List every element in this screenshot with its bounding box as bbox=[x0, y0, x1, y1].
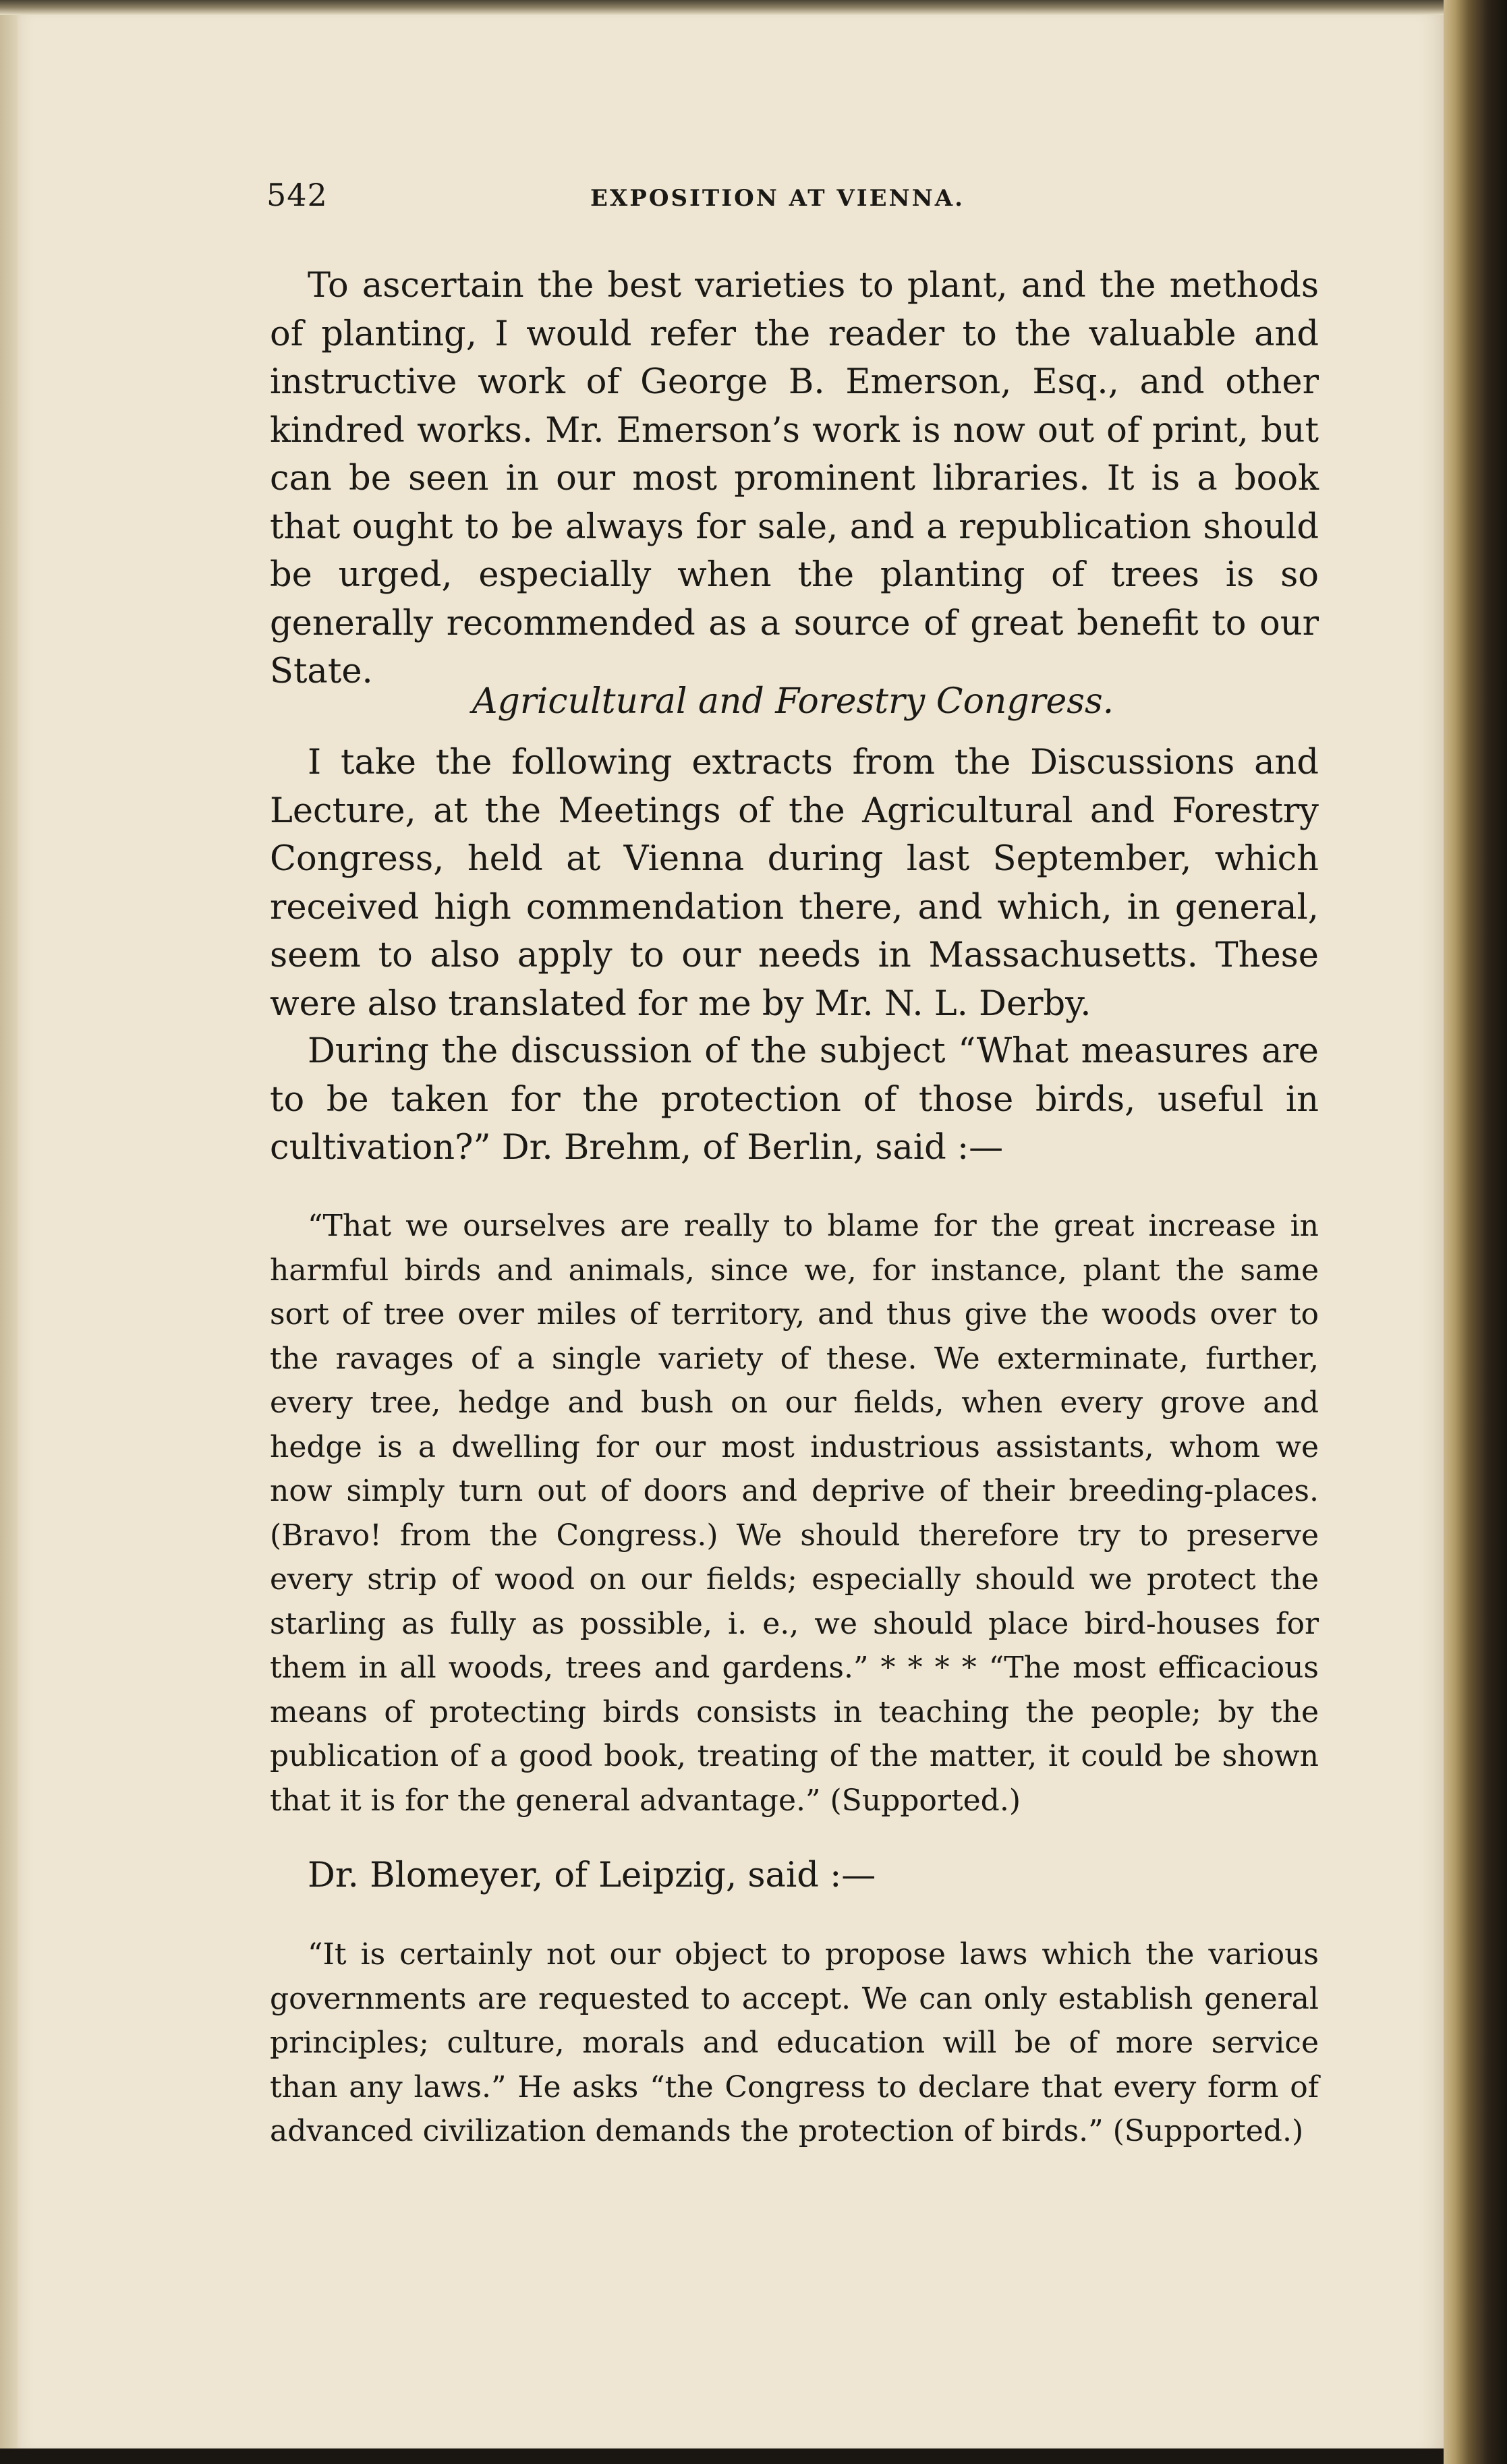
page-number: 542 bbox=[266, 177, 328, 213]
body-paragraph: I take the following extracts from the Discussions and Lecture, at the Meetings of the Agricultural and Forestry Congress, held at Vienna during last September, which received high commendation there, and which, in general, seem to also apply to our needs in Massachusetts. These were also translated for me by Mr. N. L. Derby. bbox=[270, 743, 1319, 1024]
page-left-edge bbox=[0, 0, 18, 2464]
body-paragraph: Dr. Blomeyer, of Leipzig, said :— bbox=[308, 1856, 876, 1895]
book-gutter-shadow bbox=[1444, 0, 1507, 2464]
block-quote: “It is certainly not our object to propose laws which the various governments are requested to accept. We can only establish general principles; culture, morals and education will be of more service than any laws.” He asks “the Congress to declare that every form of advanced civilization demands the protection of birds.” (Supported.) bbox=[270, 1937, 1319, 2148]
block-quote: “That we ourselves are really to blame for the great increase in harmful birds and animals, since we, for instance, plant the same sort of tree over miles of territory, and thus give the woods over to the ravages of a single variety of these. We exterminate, further, every tree, hedge and bush on our fields, when every grove and hedge is a dwelling for our most industrious assistants, whom we now simply turn out of doors and deprive of their breeding-places. (Bravo! from the Congress.) We should therefore try to preserve every strip of wood on our fields; especially should we protect the starling as fully as possible, i. e., we should place bird-houses for them in all woods, trees and gardens.” * * * * “The most efficacious means of protecting birds consists in teaching the people; by the publication of a good book, treating of the matter, it could be shown that it is for the general advantage.” (Supported.) bbox=[270, 1209, 1319, 1818]
body-paragraph: To ascertain the best varieties to plant, and the methods of planting, I would refer the reader to the valuable and instructive work of George B. Emerson, Esq., and other kindred works. Mr. Emerson’s work is now out of print, but can be seen in our most prominent libraries. It is a book that ought to be always for sale, and a republication should be urged, especially when the planting of trees is so generally recommended as a source of great benefit to our State. bbox=[270, 266, 1319, 691]
page-bottom-edge bbox=[0, 2448, 1444, 2464]
section-heading: Agricultural and Forestry Congress. bbox=[472, 681, 1114, 722]
running-title: EXPOSITION AT VIENNA. bbox=[590, 185, 965, 212]
running-head bbox=[266, 177, 1319, 217]
page-top-edge bbox=[0, 0, 1444, 15]
body-paragraph: During the discussion of the subject “What measures are to be taken for the protection of those birds, useful in cultivation?” Dr. Brehm, of Berlin, said :— bbox=[270, 1031, 1319, 1168]
